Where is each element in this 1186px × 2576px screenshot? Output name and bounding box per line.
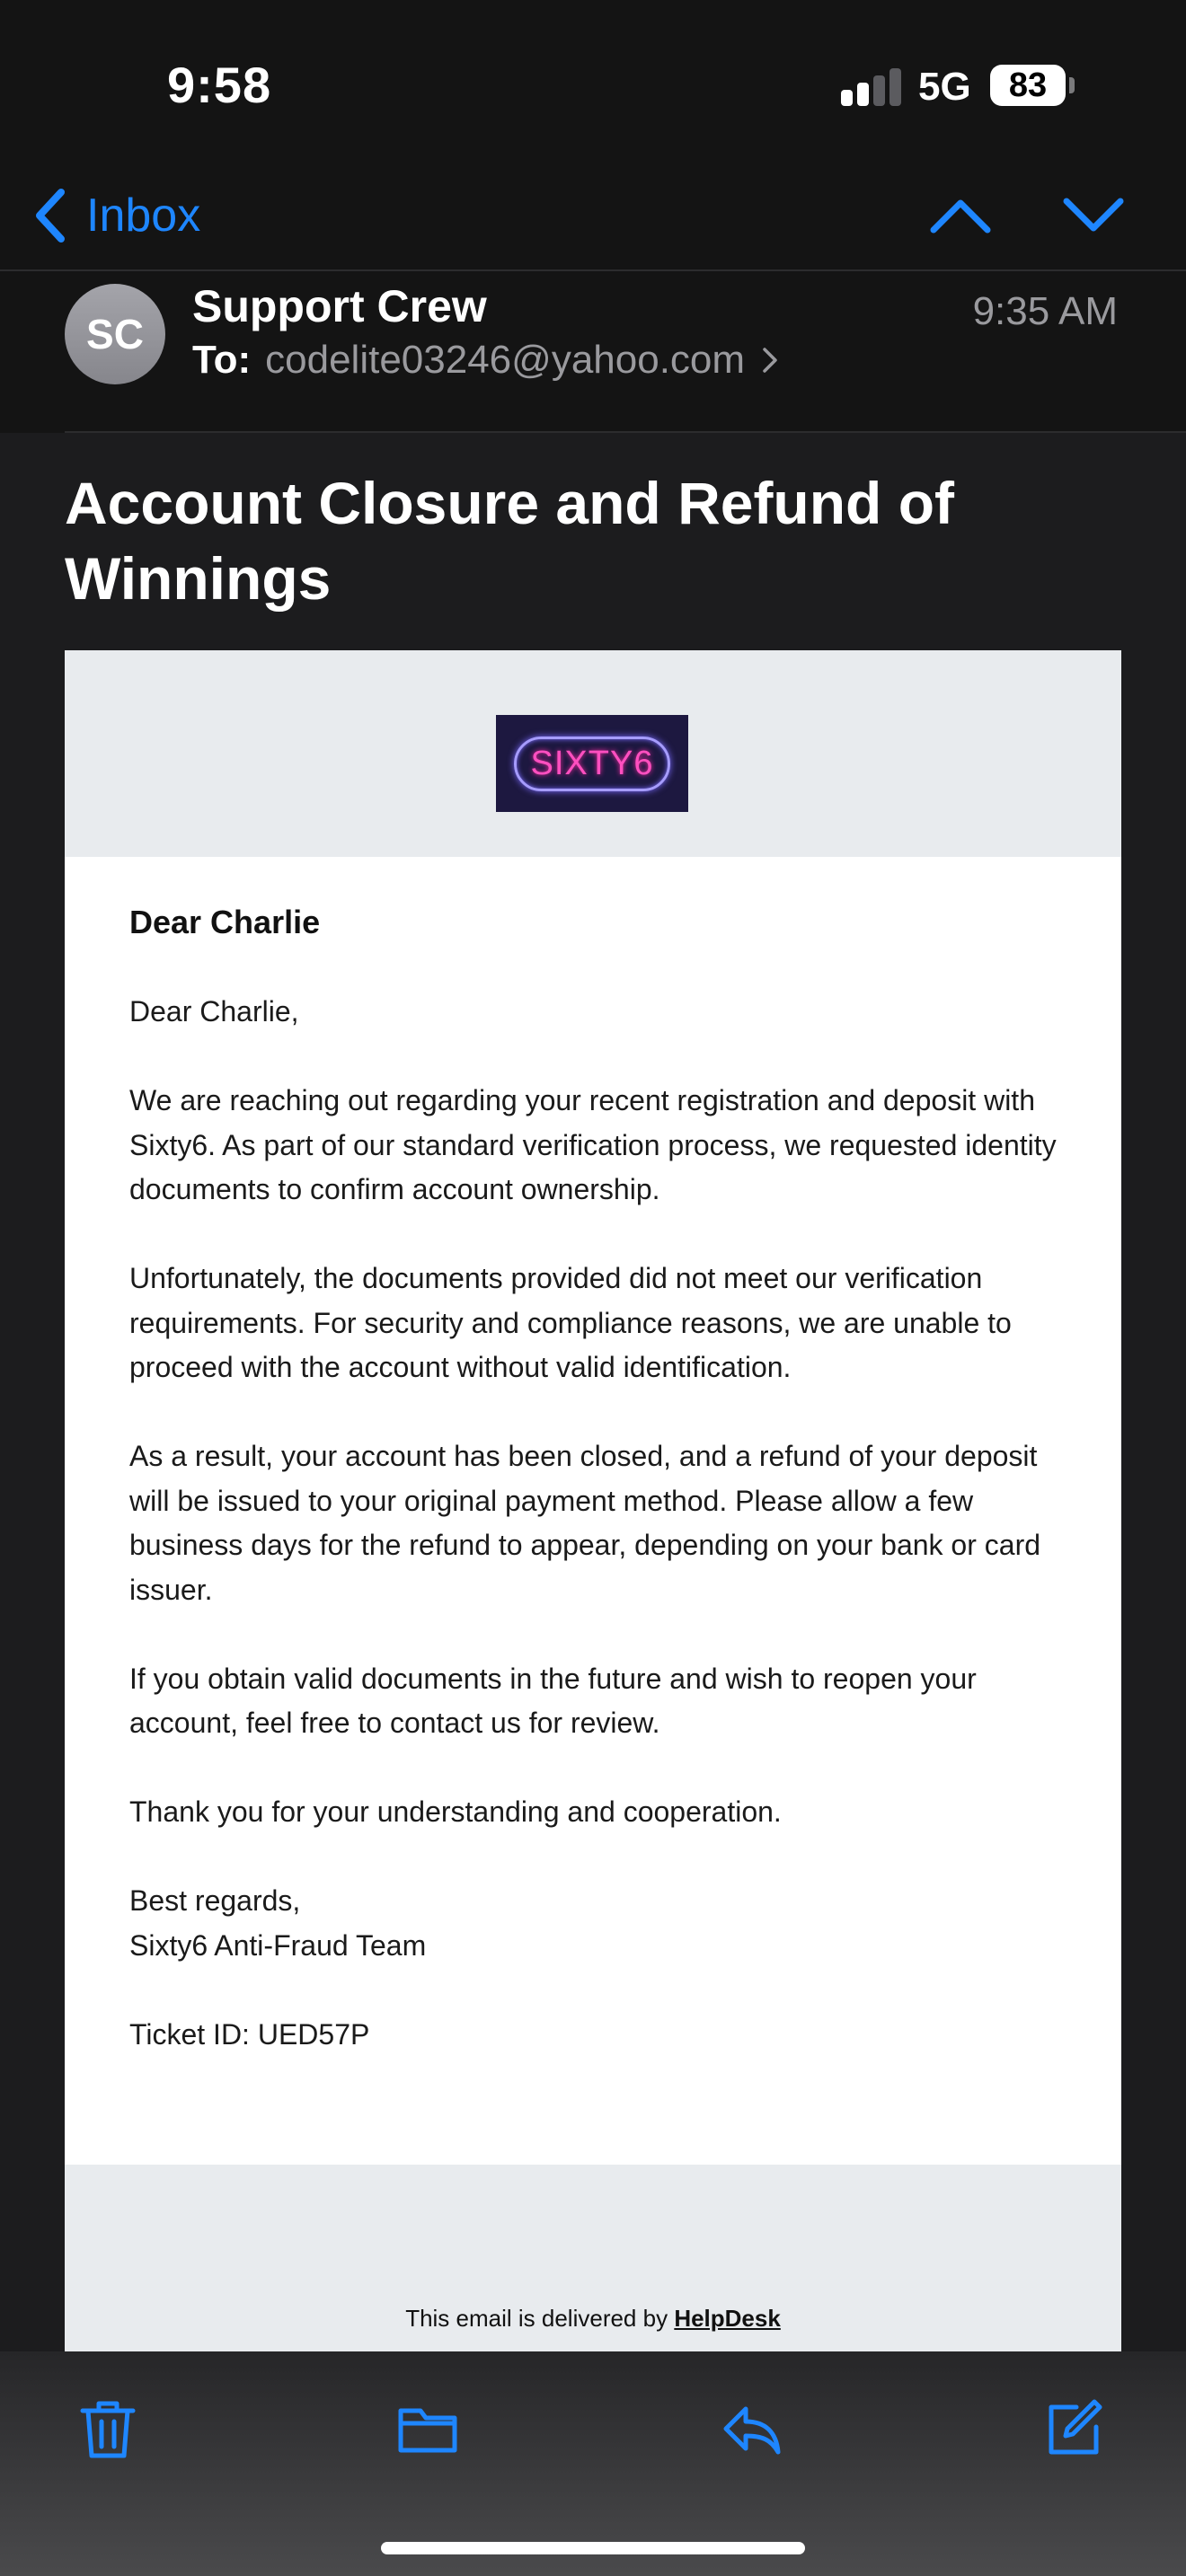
sender-name[interactable]: Support Crew: [192, 281, 487, 331]
email-paragraph: Thank you for your understanding and cooperation.: [129, 1795, 782, 1828]
chevron-right-icon: [761, 346, 779, 375]
email-paragraph: Unfortunately, the documents provided did not meet our verification requirements. For security and compliance reasons, we are unable to proceed with the account without valid identification.: [129, 1262, 1012, 1383]
to-label: To:: [192, 338, 252, 382]
battery-icon: 83: [990, 65, 1066, 106]
previous-message-button[interactable]: [920, 181, 1001, 250]
bottom-toolbar: [0, 2351, 1186, 2576]
back-label: Inbox: [86, 190, 201, 242]
cellular-signal-icon: [841, 68, 902, 106]
recipient-line[interactable]: [192, 338, 779, 383]
team-name: Sixty6 Anti-Fraud Team: [129, 1928, 427, 1962]
email-subject: Account Closure and Refund of Winnings: [65, 470, 954, 612]
reply-icon: [719, 2396, 783, 2461]
signoff: Best regards,: [129, 1884, 301, 1917]
navigation-bar: [0, 162, 1186, 271]
email-paragraph: Dear Charlie,: [129, 995, 299, 1028]
logo-text: SIXTY6: [514, 737, 671, 791]
email-footer: [65, 2165, 1121, 2351]
battery-tip: [1069, 77, 1075, 93]
status-time: 9:58: [167, 57, 272, 113]
reply-button[interactable]: [706, 2384, 796, 2474]
helpdesk-link[interactable]: HelpDesk: [674, 2305, 781, 2332]
email-paragraph: As a result, your account has been closed, and a refund of your deposit will be issued to your original payment method. Please allow a few business days for the refund to appear, depending on your bank or card issuer.: [129, 1440, 1041, 1606]
message-header: [0, 271, 1186, 433]
message-time: 9:35 AM: [972, 289, 1118, 333]
email-signature: [129, 1879, 1064, 1968]
email-paragraph: If you obtain valid documents in the future and wish to reopen your account, feel free to contact us for review.: [129, 1662, 977, 1739]
chevron-down-icon: [1061, 194, 1126, 237]
footer-text: [65, 2305, 1121, 2333]
ticket-id: Ticket ID: UED57P: [129, 2017, 370, 2051]
home-indicator[interactable]: [381, 2542, 805, 2554]
network-type: 5G: [918, 65, 971, 109]
status-bar: [0, 0, 1186, 162]
email-banner: [65, 650, 1121, 857]
email-content: [65, 650, 1121, 2351]
chevron-up-icon: [928, 194, 993, 237]
folder-icon: [395, 2396, 460, 2461]
next-message-button[interactable]: [1053, 181, 1134, 250]
email-paragraph: We are reaching out regarding your recent registration and deposit with Sixty6. As part of our standard verification process, we requested identity documents to confirm account ownership.: [129, 1084, 1057, 1205]
avatar[interactable]: SC: [65, 284, 165, 384]
trash-icon: [75, 2396, 140, 2461]
delete-button[interactable]: [63, 2384, 153, 2474]
move-to-folder-button[interactable]: [383, 2384, 473, 2474]
divider: [65, 431, 1186, 433]
chevron-left-icon: [31, 187, 70, 244]
sixty6-logo: [496, 715, 688, 812]
footer-label: This email is delivered by: [405, 2305, 675, 2332]
recipient-address: codelite03246@yahoo.com: [265, 338, 746, 382]
compose-icon: [1040, 2396, 1105, 2461]
email-greeting-heading: Dear Charlie: [129, 904, 321, 940]
subject-area: [0, 435, 1186, 650]
email-body: [129, 900, 1064, 2102]
back-to-inbox-button[interactable]: [31, 180, 200, 251]
compose-button[interactable]: [1028, 2384, 1118, 2474]
